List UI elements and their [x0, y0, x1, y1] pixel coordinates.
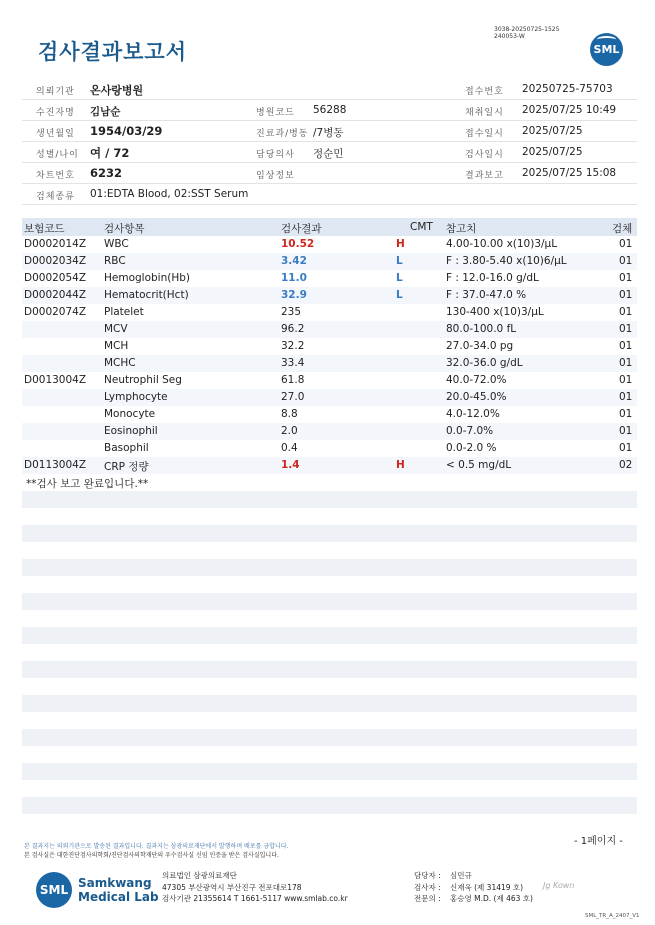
- header-cmt: CMT: [410, 221, 433, 233]
- document-id: 3038-20250725-1525 240053-W: [494, 26, 560, 40]
- row-ref: 4.00-10.00 x(10)3/μL: [446, 238, 558, 250]
- page-title: 검사결과보고서: [38, 40, 188, 64]
- row-ref: 32.0-36.0 g/dL: [446, 357, 523, 369]
- name-value: 김남순: [90, 106, 121, 118]
- header-code: 보험코드: [24, 223, 65, 235]
- clinical-label: 임상정보: [256, 171, 295, 181]
- table-row: [22, 321, 637, 338]
- table-row: [22, 372, 637, 389]
- row-specimen: 01: [619, 323, 633, 335]
- dob-label: 생년월일: [36, 129, 75, 139]
- row-ref: F : 12.0-16.0 g/dL: [446, 272, 539, 284]
- table-row: [22, 287, 637, 304]
- footer-note: 본 검사실은 대한진단검사의학회/진단검사의학재단의 우수검사실 신임 인증을 받은 검사실입니다.: [24, 852, 279, 859]
- table-row: [22, 236, 637, 253]
- specimen-value: 01:EDTA Blood, 02:SST Serum: [90, 188, 249, 200]
- report-value: 2025/07/25 15:08: [522, 167, 617, 179]
- row-flag: L: [396, 272, 403, 284]
- row-result: 0.4: [281, 442, 298, 454]
- row-result: 32.9: [281, 289, 307, 301]
- row-item: MCHC: [104, 357, 136, 369]
- row-specimen: 02: [619, 459, 633, 471]
- row-result: 235: [281, 306, 302, 318]
- row-specimen: 01: [619, 255, 633, 267]
- row-specimen: 01: [619, 357, 633, 369]
- row-specimen: 01: [619, 306, 633, 318]
- hospital-value: 온사랑병원: [90, 84, 144, 97]
- row-item: Lymphocyte: [104, 391, 168, 403]
- row-result: 33.4: [281, 357, 305, 369]
- page-number: - 1페이지 -: [574, 836, 623, 847]
- dept-value: /7병동: [313, 127, 344, 139]
- row-item: Neutrophil Seg: [104, 374, 182, 386]
- table-row: [22, 440, 637, 457]
- test-date-label: 검사일시: [465, 150, 504, 160]
- table-row: [22, 270, 637, 287]
- info-row: [22, 142, 637, 163]
- row-result: 8.8: [281, 408, 298, 420]
- row-flag: L: [396, 289, 403, 301]
- empty-row: [22, 695, 637, 712]
- header-ref: 참고치: [446, 223, 477, 235]
- collect-label: 채취일시: [465, 108, 504, 118]
- row-result: 1.4: [281, 459, 300, 471]
- results-table-body: [22, 236, 637, 474]
- signature: Jg Kown: [543, 881, 575, 890]
- row-code: D0002054Z: [24, 272, 87, 284]
- specimen-label: 검체종류: [36, 192, 75, 202]
- table-row: [22, 389, 637, 406]
- receipt-no-value: 20250725-75703: [522, 83, 613, 95]
- row-result: 3.42: [281, 255, 307, 267]
- table-row: [22, 304, 637, 321]
- row-code: D0002034Z: [24, 255, 87, 267]
- row-ref: F : 3.80-5.40 x(10)6/μL: [446, 255, 567, 267]
- row-ref: 0.0-2.0 %: [446, 442, 497, 454]
- empty-row: [22, 729, 637, 746]
- test-date-value: 2025/07/25: [522, 146, 583, 158]
- row-result: 10.52: [281, 238, 315, 250]
- dob-value: 1954/03/29: [90, 124, 163, 138]
- empty-row: [22, 491, 637, 508]
- receipt-no-label: 접수번호: [465, 87, 504, 97]
- header-result: 검사결과: [281, 223, 322, 235]
- row-flag: L: [396, 255, 403, 267]
- row-item: Basophil: [104, 442, 149, 454]
- empty-row: [22, 525, 637, 542]
- table-row: [22, 457, 637, 474]
- row-specimen: 01: [619, 238, 633, 250]
- row-result: 61.8: [281, 374, 305, 386]
- row-item: WBC: [104, 238, 129, 250]
- hospital-label: 의뢰기관: [36, 87, 75, 97]
- row-ref: 0.0-7.0%: [446, 425, 494, 437]
- sexage-value: 여 / 72: [90, 146, 130, 160]
- receipt-date-label: 접수일시: [465, 129, 504, 139]
- table-row: [22, 406, 637, 423]
- info-row: [22, 163, 637, 184]
- row-result: 27.0: [281, 391, 305, 403]
- row-item: RBC: [104, 255, 126, 267]
- empty-row: [22, 559, 637, 576]
- name-label: 수진자명: [36, 108, 75, 118]
- row-ref: 40.0-72.0%: [446, 374, 507, 386]
- row-item: Hemoglobin(Hb): [104, 272, 191, 284]
- hospital-code-value: 56288: [313, 104, 347, 116]
- row-item: CRP 정량: [104, 461, 149, 473]
- row-ref: 20.0-45.0%: [446, 391, 507, 403]
- row-result: 2.0: [281, 425, 298, 437]
- row-item: Monocyte: [104, 408, 156, 420]
- empty-rows: [22, 491, 637, 831]
- table-row: [22, 355, 637, 372]
- footer-note: 본 결과지는 의뢰기관으로 발송된 결과입니다. 결과지는 삼광의료재단에서 발행하며 배포를 금합니다.: [24, 843, 289, 850]
- info-row: [22, 100, 637, 121]
- chart-value: 6232: [90, 166, 123, 180]
- row-code: D0013004Z: [24, 374, 87, 386]
- row-code: D0002074Z: [24, 306, 87, 318]
- row-specimen: 01: [619, 408, 633, 420]
- header-spec: 검체: [612, 223, 633, 235]
- row-specimen: 01: [619, 442, 633, 454]
- results-table-header: [22, 218, 637, 236]
- row-item: Hematocrit(Hct): [104, 289, 189, 301]
- row-item: MCV: [104, 323, 128, 335]
- row-specimen: 01: [619, 340, 633, 352]
- row-code: D0002044Z: [24, 289, 87, 301]
- doctor-value: 정순민: [313, 148, 344, 160]
- table-row: [22, 253, 637, 270]
- row-specimen: 01: [619, 289, 633, 301]
- empty-row: [22, 593, 637, 610]
- table-row: [22, 423, 637, 440]
- header-item: 검사항목: [104, 223, 145, 235]
- patient-info: [22, 79, 637, 205]
- hospital-code-label: 병원코드: [256, 108, 295, 118]
- report-label: 결과보고: [465, 171, 504, 181]
- org-info: 의료법인 삼광의료재단 47305 부산광역시 부산진구 전포대로178 검사기관 21355614 T 1661-5117 www.smlab.co.kr: [162, 871, 348, 903]
- row-item: MCH: [104, 340, 129, 352]
- empty-row: [22, 797, 637, 814]
- row-ref: 27.0-34.0 pg: [446, 340, 514, 352]
- staff-info: 담당자 : 심민규 검사자 : 신재욱 (제 31419 호) 전문의 : 홍승영 M.D. (제 463 호): [414, 871, 533, 903]
- empty-row: [22, 661, 637, 678]
- row-item: Eosinophil: [104, 425, 158, 437]
- row-specimen: 01: [619, 272, 633, 284]
- info-row: [22, 121, 637, 142]
- row-ref: F : 37.0-47.0 %: [446, 289, 527, 301]
- receipt-date-value: 2025/07/25: [522, 125, 583, 137]
- row-ref: 130-400 x(10)3/μL: [446, 306, 544, 318]
- form-id: SML_TR_A_2407_V1: [585, 913, 640, 919]
- row-item: Platelet: [104, 306, 144, 318]
- row-flag: H: [396, 238, 405, 250]
- row-specimen: 01: [619, 391, 633, 403]
- row-ref: 4.0-12.0%: [446, 408, 500, 420]
- row-ref: 80.0-100.0 fL: [446, 323, 517, 335]
- sml-footer-logo: SML: [36, 872, 72, 908]
- row-specimen: 01: [619, 425, 633, 437]
- dept-label: 진료과/병동: [256, 129, 309, 139]
- row-result: 11.0: [281, 272, 307, 284]
- row-code: D0113004Z: [24, 459, 87, 471]
- info-row: [22, 184, 637, 205]
- report-complete-text: **검사 보고 완료입니다.**: [26, 478, 149, 490]
- table-row: [22, 338, 637, 355]
- info-row: [22, 79, 637, 100]
- row-specimen: 01: [619, 374, 633, 386]
- chart-label: 차트번호: [36, 171, 75, 181]
- empty-row: [22, 763, 637, 780]
- row-result: 96.2: [281, 323, 305, 335]
- empty-row: [22, 627, 637, 644]
- collect-value: 2025/07/25 10:49: [522, 104, 617, 116]
- sexage-label: 성별/나이: [36, 150, 79, 160]
- row-flag: H: [396, 459, 405, 471]
- row-code: D0002014Z: [24, 238, 87, 250]
- doctor-label: 담당의사: [256, 150, 295, 160]
- row-result: 32.2: [281, 340, 305, 352]
- row-ref: < 0.5 mg/dL: [446, 459, 512, 471]
- brand-name: Samkwang Medical Lab: [78, 876, 159, 904]
- sml-logo: SML: [590, 33, 623, 66]
